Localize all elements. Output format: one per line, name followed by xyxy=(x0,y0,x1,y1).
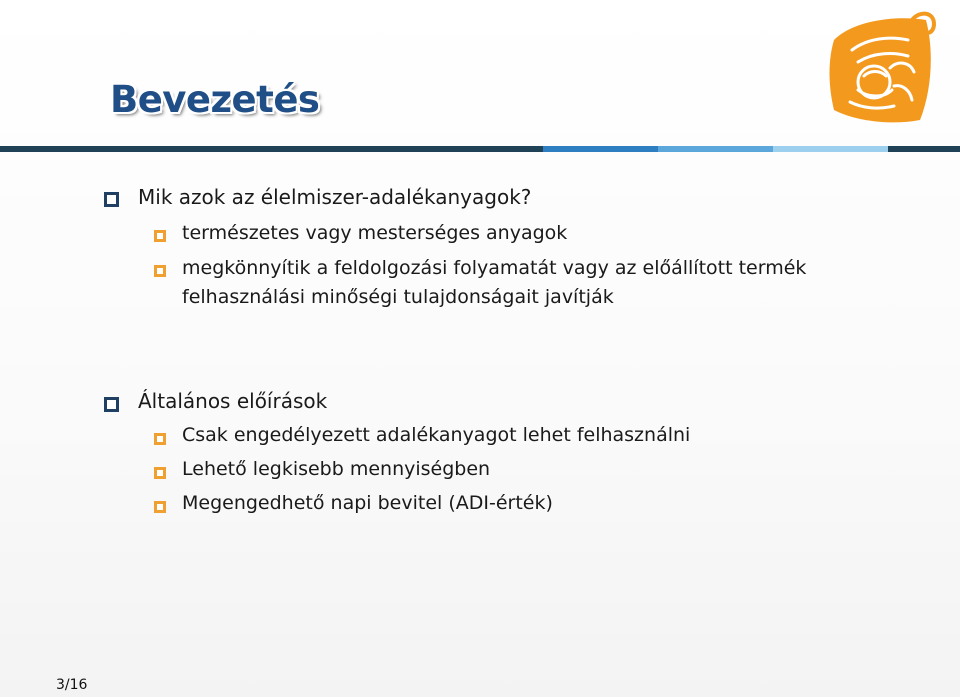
cornucopia-icon xyxy=(828,10,938,128)
bullet-secondary-icon xyxy=(154,501,166,513)
divider-accent-1 xyxy=(543,146,658,152)
bullet-secondary-icon xyxy=(154,265,166,277)
section2-heading: Általános előírások xyxy=(138,389,328,413)
divider-accent-2 xyxy=(658,146,773,152)
bullet-primary-icon xyxy=(104,192,119,207)
bullet-primary-icon xyxy=(104,397,119,412)
section2-item-3: Megengedhető napi bevitel (ADI-érték) xyxy=(182,492,553,514)
section1-item-1: természetes vagy mesterséges anyagok xyxy=(182,222,568,244)
section2-item-2: Lehető legkisebb mennyiségben xyxy=(182,458,491,480)
section1-item-2: megkönnyítik a feldolgozási folyamatát vagy az előállított termék xyxy=(182,257,807,279)
title-divider xyxy=(0,146,960,152)
page-number: 3/16 xyxy=(56,677,88,693)
bullet-secondary-icon xyxy=(154,433,166,445)
slide-title: Bevezetés xyxy=(110,78,320,121)
bullet-secondary-icon xyxy=(154,467,166,479)
section1-item-2-continued: felhasználási minőségi tulajdonságait javítják xyxy=(182,286,614,308)
divider-accent-3 xyxy=(773,146,888,152)
section2-item-1: Csak engedélyezett adalékanyagot lehet felhasználni xyxy=(182,424,691,446)
section1-heading: Mik azok az élelmiszer-adalékanyagok? xyxy=(138,185,532,209)
bullet-secondary-icon xyxy=(154,230,166,242)
